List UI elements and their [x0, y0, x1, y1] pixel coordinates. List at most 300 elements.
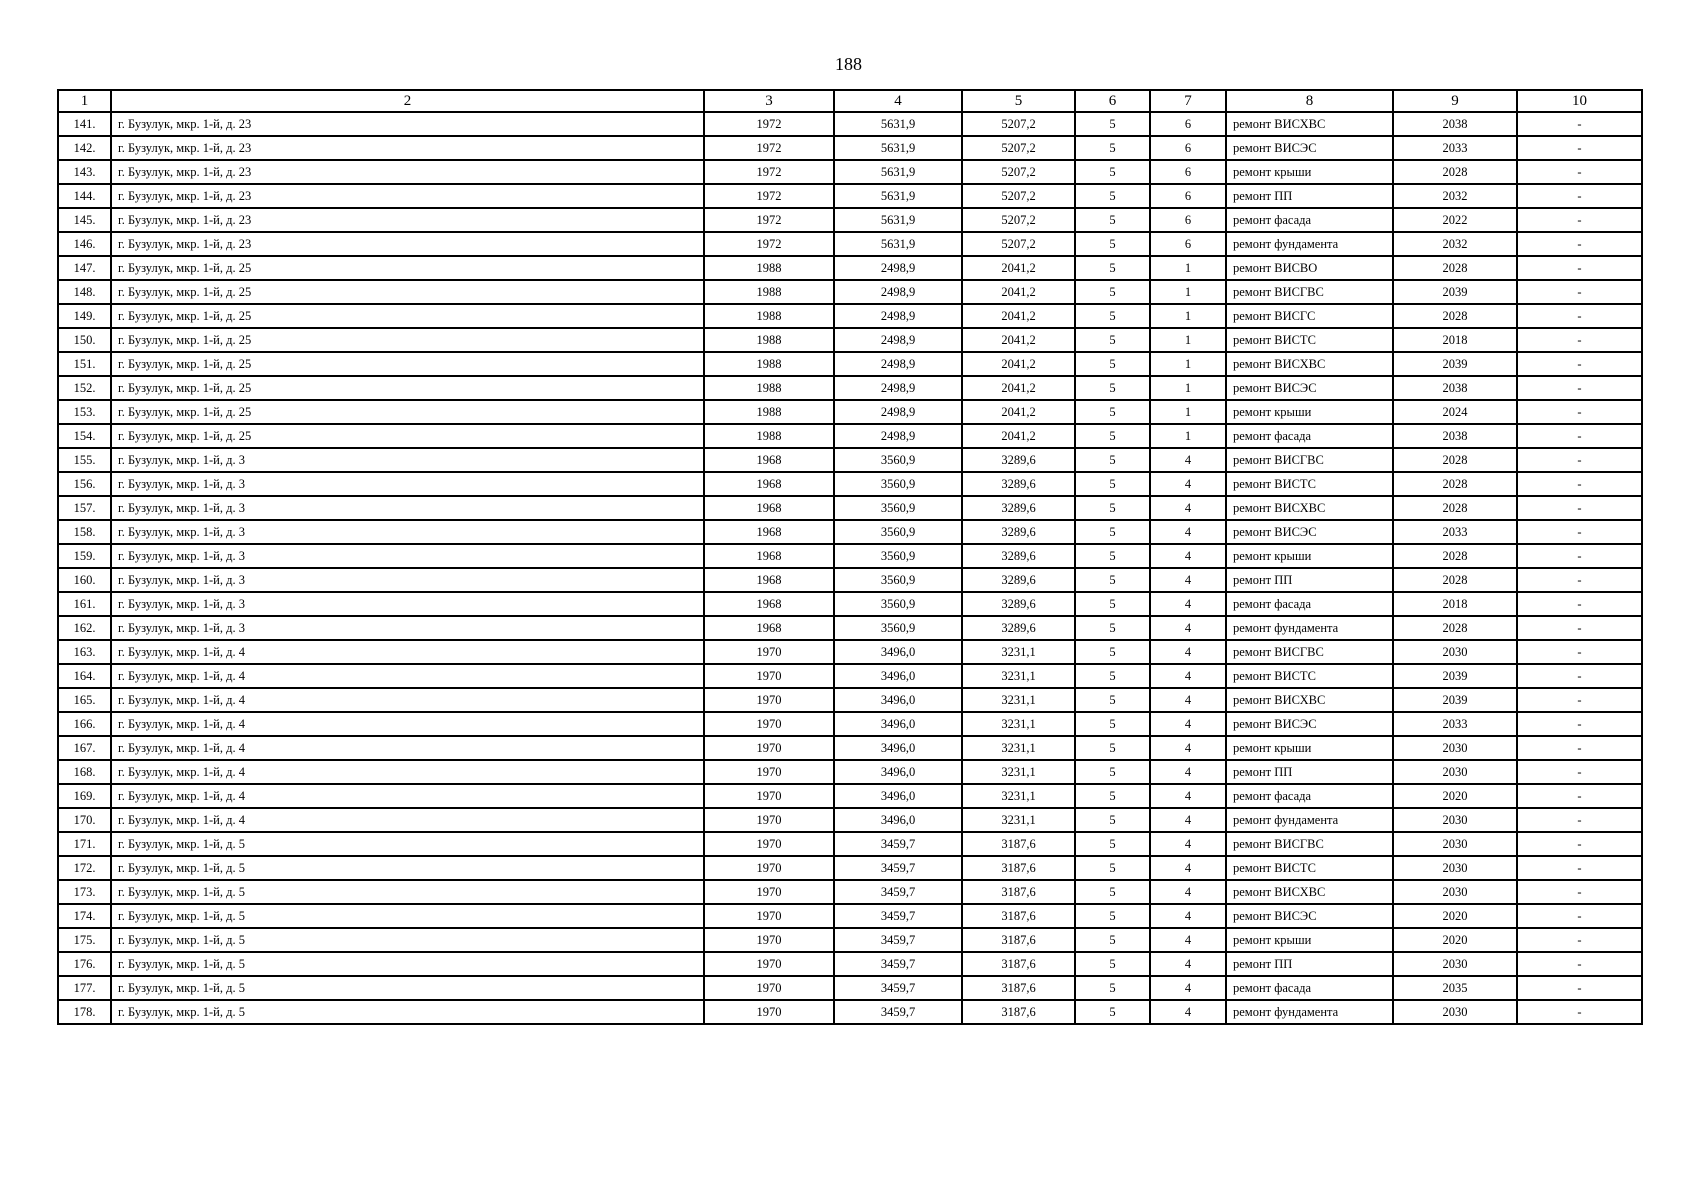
address-cell: г. Бузулук, мкр. 1-й, д. 3 [111, 472, 704, 496]
row-number-cell: 168. [58, 760, 111, 784]
entrances-cell: 4 [1150, 808, 1226, 832]
year-built-cell: 1988 [704, 376, 834, 400]
floors-cell: 5 [1075, 544, 1150, 568]
floors-cell: 5 [1075, 832, 1150, 856]
total-area-cell: 5631,9 [834, 160, 962, 184]
note-cell: - [1517, 520, 1642, 544]
planned-year-cell: 2028 [1393, 568, 1517, 592]
planned-year-cell: 2028 [1393, 448, 1517, 472]
table-row [58, 904, 1642, 928]
table-row [58, 856, 1642, 880]
work-type-cell: ремонт ВИСГС [1226, 304, 1393, 328]
row-number-cell: 149. [58, 304, 111, 328]
work-type-cell: ремонт ВИСЭС [1226, 712, 1393, 736]
total-area-cell: 2498,9 [834, 376, 962, 400]
note-cell: - [1517, 328, 1642, 352]
address-cell: г. Бузулук, мкр. 1-й, д. 23 [111, 184, 704, 208]
table-row [58, 232, 1642, 256]
address-cell: г. Бузулук, мкр. 1-й, д. 5 [111, 856, 704, 880]
planned-year-cell: 2039 [1393, 688, 1517, 712]
work-type-cell: ремонт ПП [1226, 184, 1393, 208]
floors-cell: 5 [1075, 448, 1150, 472]
address-cell: г. Бузулук, мкр. 1-й, д. 3 [111, 496, 704, 520]
address-cell: г. Бузулук, мкр. 1-й, д. 4 [111, 640, 704, 664]
entrances-cell: 4 [1150, 664, 1226, 688]
work-type-cell: ремонт ВИСТС [1226, 328, 1393, 352]
note-cell: - [1517, 256, 1642, 280]
work-type-cell: ремонт ВИСЭС [1226, 376, 1393, 400]
planned-year-cell: 2030 [1393, 856, 1517, 880]
entrances-cell: 4 [1150, 448, 1226, 472]
address-cell: г. Бузулук, мкр. 1-й, д. 25 [111, 424, 704, 448]
living-area-cell: 3187,6 [962, 976, 1075, 1000]
year-built-cell: 1972 [704, 112, 834, 136]
year-built-cell: 1970 [704, 928, 834, 952]
year-built-cell: 1970 [704, 712, 834, 736]
year-built-cell: 1972 [704, 184, 834, 208]
entrances-cell: 4 [1150, 880, 1226, 904]
work-type-cell: ремонт фасада [1226, 208, 1393, 232]
floors-cell: 5 [1075, 328, 1150, 352]
planned-year-cell: 2038 [1393, 112, 1517, 136]
row-number-cell: 158. [58, 520, 111, 544]
year-built-cell: 1972 [704, 160, 834, 184]
table-row [58, 736, 1642, 760]
entrances-cell: 4 [1150, 616, 1226, 640]
total-area-cell: 3459,7 [834, 1000, 962, 1024]
address-cell: г. Бузулук, мкр. 1-й, д. 23 [111, 136, 704, 160]
work-type-cell: ремонт ВИСЭС [1226, 520, 1393, 544]
work-type-cell: ремонт ВИСТС [1226, 664, 1393, 688]
note-cell: - [1517, 736, 1642, 760]
address-cell: г. Бузулук, мкр. 1-й, д. 5 [111, 1000, 704, 1024]
address-cell: г. Бузулук, мкр. 1-й, д. 25 [111, 328, 704, 352]
floors-cell: 5 [1075, 136, 1150, 160]
floors-cell: 5 [1075, 640, 1150, 664]
table-row [58, 880, 1642, 904]
planned-year-cell: 2032 [1393, 232, 1517, 256]
total-area-cell: 3459,7 [834, 832, 962, 856]
column-header-10: 10 [1517, 90, 1642, 112]
column-header-2: 2 [111, 90, 704, 112]
row-number-cell: 173. [58, 880, 111, 904]
year-built-cell: 1972 [704, 232, 834, 256]
row-number-cell: 150. [58, 328, 111, 352]
year-built-cell: 1970 [704, 808, 834, 832]
table-row [58, 592, 1642, 616]
work-type-cell: ремонт фасада [1226, 592, 1393, 616]
note-cell: - [1517, 280, 1642, 304]
entrances-cell: 4 [1150, 544, 1226, 568]
year-built-cell: 1988 [704, 424, 834, 448]
address-cell: г. Бузулук, мкр. 1-й, д. 4 [111, 736, 704, 760]
floors-cell: 5 [1075, 352, 1150, 376]
floors-cell: 5 [1075, 760, 1150, 784]
total-area-cell: 3459,7 [834, 928, 962, 952]
living-area-cell: 3187,6 [962, 880, 1075, 904]
total-area-cell: 3496,0 [834, 784, 962, 808]
planned-year-cell: 2028 [1393, 160, 1517, 184]
floors-cell: 5 [1075, 784, 1150, 808]
table-row [58, 544, 1642, 568]
floors-cell: 5 [1075, 616, 1150, 640]
row-number-cell: 157. [58, 496, 111, 520]
planned-year-cell: 2020 [1393, 784, 1517, 808]
table-row [58, 664, 1642, 688]
page-number: 188 [835, 54, 862, 74]
address-cell: г. Бузулук, мкр. 1-й, д. 25 [111, 280, 704, 304]
column-header-1: 1 [58, 90, 111, 112]
total-area-cell: 5631,9 [834, 208, 962, 232]
planned-year-cell: 2028 [1393, 496, 1517, 520]
planned-year-cell: 2033 [1393, 712, 1517, 736]
planned-year-cell: 2030 [1393, 952, 1517, 976]
total-area-cell: 3459,7 [834, 952, 962, 976]
note-cell: - [1517, 880, 1642, 904]
year-built-cell: 1988 [704, 400, 834, 424]
table-row [58, 184, 1642, 208]
floors-cell: 5 [1075, 256, 1150, 280]
work-type-cell: ремонт ПП [1226, 952, 1393, 976]
table-row [58, 472, 1642, 496]
living-area-cell: 2041,2 [962, 328, 1075, 352]
total-area-cell: 3459,7 [834, 856, 962, 880]
floors-cell: 5 [1075, 1000, 1150, 1024]
table-row [58, 760, 1642, 784]
address-cell: г. Бузулук, мкр. 1-й, д. 3 [111, 568, 704, 592]
year-built-cell: 1972 [704, 136, 834, 160]
table-row [58, 304, 1642, 328]
total-area-cell: 3560,9 [834, 448, 962, 472]
table-row [58, 688, 1642, 712]
work-type-cell: ремонт фундамента [1226, 232, 1393, 256]
row-number-cell: 152. [58, 376, 111, 400]
work-type-cell: ремонт фасада [1226, 424, 1393, 448]
year-built-cell: 1970 [704, 1000, 834, 1024]
year-built-cell: 1968 [704, 544, 834, 568]
planned-year-cell: 2030 [1393, 832, 1517, 856]
year-built-cell: 1988 [704, 304, 834, 328]
planned-year-cell: 2033 [1393, 520, 1517, 544]
living-area-cell: 3187,6 [962, 856, 1075, 880]
table-row [58, 616, 1642, 640]
entrances-cell: 4 [1150, 952, 1226, 976]
floors-cell: 5 [1075, 304, 1150, 328]
work-type-cell: ремонт фасада [1226, 976, 1393, 1000]
entrances-cell: 1 [1150, 400, 1226, 424]
work-type-cell: ремонт фундамента [1226, 808, 1393, 832]
total-area-cell: 3459,7 [834, 976, 962, 1000]
entrances-cell: 4 [1150, 976, 1226, 1000]
address-cell: г. Бузулук, мкр. 1-й, д. 23 [111, 160, 704, 184]
table-row [58, 424, 1642, 448]
row-number-cell: 167. [58, 736, 111, 760]
planned-year-cell: 2030 [1393, 880, 1517, 904]
work-type-cell: ремонт ПП [1226, 760, 1393, 784]
note-cell: - [1517, 928, 1642, 952]
planned-year-cell: 2028 [1393, 616, 1517, 640]
year-built-cell: 1970 [704, 880, 834, 904]
note-cell: - [1517, 544, 1642, 568]
entrances-cell: 4 [1150, 760, 1226, 784]
note-cell: - [1517, 688, 1642, 712]
row-number-cell: 176. [58, 952, 111, 976]
floors-cell: 5 [1075, 880, 1150, 904]
floors-cell: 5 [1075, 400, 1150, 424]
living-area-cell: 3231,1 [962, 712, 1075, 736]
year-built-cell: 1970 [704, 736, 834, 760]
note-cell: - [1517, 400, 1642, 424]
year-built-cell: 1968 [704, 472, 834, 496]
work-type-cell: ремонт крыши [1226, 544, 1393, 568]
note-cell: - [1517, 904, 1642, 928]
planned-year-cell: 2032 [1393, 184, 1517, 208]
row-number-cell: 164. [58, 664, 111, 688]
note-cell: - [1517, 760, 1642, 784]
table-row [58, 400, 1642, 424]
address-cell: г. Бузулук, мкр. 1-й, д. 5 [111, 976, 704, 1000]
floors-cell: 5 [1075, 712, 1150, 736]
table-row [58, 952, 1642, 976]
work-type-cell: ремонт фундамента [1226, 616, 1393, 640]
total-area-cell: 2498,9 [834, 424, 962, 448]
column-header-7: 7 [1150, 90, 1226, 112]
address-cell: г. Бузулук, мкр. 1-й, д. 3 [111, 520, 704, 544]
row-number-cell: 155. [58, 448, 111, 472]
note-cell: - [1517, 184, 1642, 208]
floors-cell: 5 [1075, 736, 1150, 760]
entrances-cell: 4 [1150, 712, 1226, 736]
entrances-cell: 6 [1150, 136, 1226, 160]
note-cell: - [1517, 856, 1642, 880]
entrances-cell: 1 [1150, 376, 1226, 400]
table-row [58, 712, 1642, 736]
total-area-cell: 3459,7 [834, 904, 962, 928]
table-row [58, 976, 1642, 1000]
planned-year-cell: 2030 [1393, 760, 1517, 784]
note-cell: - [1517, 160, 1642, 184]
entrances-cell: 1 [1150, 256, 1226, 280]
work-type-cell: ремонт ВИСГВС [1226, 832, 1393, 856]
planned-year-cell: 2028 [1393, 472, 1517, 496]
living-area-cell: 3231,1 [962, 808, 1075, 832]
floors-cell: 5 [1075, 856, 1150, 880]
table-row [58, 352, 1642, 376]
floors-cell: 5 [1075, 952, 1150, 976]
note-cell: - [1517, 784, 1642, 808]
entrances-cell: 4 [1150, 640, 1226, 664]
entrances-cell: 1 [1150, 280, 1226, 304]
entrances-cell: 1 [1150, 304, 1226, 328]
entrances-cell: 4 [1150, 784, 1226, 808]
note-cell: - [1517, 976, 1642, 1000]
address-cell: г. Бузулук, мкр. 1-й, д. 4 [111, 760, 704, 784]
year-built-cell: 1970 [704, 760, 834, 784]
entrances-cell: 1 [1150, 328, 1226, 352]
note-cell: - [1517, 664, 1642, 688]
work-type-cell: ремонт ВИСХВС [1226, 880, 1393, 904]
row-number-cell: 171. [58, 832, 111, 856]
table-row [58, 1000, 1642, 1024]
work-type-cell: ремонт ВИСГВС [1226, 640, 1393, 664]
floors-cell: 5 [1075, 568, 1150, 592]
entrances-cell: 4 [1150, 592, 1226, 616]
address-cell: г. Бузулук, мкр. 1-й, д. 23 [111, 208, 704, 232]
row-number-cell: 141. [58, 112, 111, 136]
total-area-cell: 2498,9 [834, 328, 962, 352]
work-type-cell: ремонт фундамента [1226, 1000, 1393, 1024]
living-area-cell: 5207,2 [962, 208, 1075, 232]
work-type-cell: ремонт ВИСХВС [1226, 352, 1393, 376]
entrances-cell: 4 [1150, 928, 1226, 952]
planned-year-cell: 2024 [1393, 400, 1517, 424]
year-built-cell: 1970 [704, 688, 834, 712]
living-area-cell: 3231,1 [962, 736, 1075, 760]
planned-year-cell: 2030 [1393, 640, 1517, 664]
table-row [58, 448, 1642, 472]
floors-cell: 5 [1075, 976, 1150, 1000]
note-cell: - [1517, 952, 1642, 976]
note-cell: - [1517, 208, 1642, 232]
note-cell: - [1517, 376, 1642, 400]
row-number-cell: 165. [58, 688, 111, 712]
work-type-cell: ремонт ВИСТС [1226, 472, 1393, 496]
floors-cell: 5 [1075, 688, 1150, 712]
entrances-cell: 4 [1150, 832, 1226, 856]
entrances-cell: 4 [1150, 1000, 1226, 1024]
floors-cell: 5 [1075, 424, 1150, 448]
total-area-cell: 3560,9 [834, 568, 962, 592]
floors-cell: 5 [1075, 112, 1150, 136]
note-cell: - [1517, 832, 1642, 856]
column-header-9: 9 [1393, 90, 1517, 112]
work-type-cell: ремонт ВИСВО [1226, 256, 1393, 280]
row-number-cell: 143. [58, 160, 111, 184]
year-built-cell: 1968 [704, 520, 834, 544]
table-row [58, 496, 1642, 520]
work-type-cell: ремонт ПП [1226, 568, 1393, 592]
planned-year-cell: 2028 [1393, 304, 1517, 328]
table-body [58, 112, 1642, 1024]
floors-cell: 5 [1075, 160, 1150, 184]
entrances-cell: 4 [1150, 688, 1226, 712]
work-type-cell: ремонт ВИСГВС [1226, 280, 1393, 304]
table-header-row [58, 90, 1642, 112]
row-number-cell: 160. [58, 568, 111, 592]
year-built-cell: 1988 [704, 352, 834, 376]
year-built-cell: 1970 [704, 976, 834, 1000]
address-cell: г. Бузулук, мкр. 1-й, д. 5 [111, 952, 704, 976]
living-area-cell: 3187,6 [962, 832, 1075, 856]
note-cell: - [1517, 616, 1642, 640]
table-row [58, 280, 1642, 304]
living-area-cell: 2041,2 [962, 280, 1075, 304]
note-cell: - [1517, 496, 1642, 520]
address-cell: г. Бузулук, мкр. 1-й, д. 25 [111, 304, 704, 328]
address-cell: г. Бузулук, мкр. 1-й, д. 4 [111, 664, 704, 688]
table-row [58, 208, 1642, 232]
total-area-cell: 3560,9 [834, 544, 962, 568]
address-cell: г. Бузулук, мкр. 1-й, д. 25 [111, 376, 704, 400]
total-area-cell: 5631,9 [834, 112, 962, 136]
total-area-cell: 3496,0 [834, 640, 962, 664]
total-area-cell: 2498,9 [834, 256, 962, 280]
living-area-cell: 2041,2 [962, 304, 1075, 328]
entrances-cell: 4 [1150, 520, 1226, 544]
living-area-cell: 2041,2 [962, 256, 1075, 280]
year-built-cell: 1970 [704, 856, 834, 880]
row-number-cell: 156. [58, 472, 111, 496]
entrances-cell: 4 [1150, 904, 1226, 928]
entrances-cell: 4 [1150, 496, 1226, 520]
note-cell: - [1517, 568, 1642, 592]
total-area-cell: 3496,0 [834, 808, 962, 832]
living-area-cell: 3289,6 [962, 496, 1075, 520]
row-number-cell: 161. [58, 592, 111, 616]
row-number-cell: 162. [58, 616, 111, 640]
entrances-cell: 4 [1150, 856, 1226, 880]
living-area-cell: 3231,1 [962, 784, 1075, 808]
row-number-cell: 146. [58, 232, 111, 256]
note-cell: - [1517, 424, 1642, 448]
planned-year-cell: 2039 [1393, 352, 1517, 376]
table-row [58, 640, 1642, 664]
living-area-cell: 3231,1 [962, 688, 1075, 712]
floors-cell: 5 [1075, 232, 1150, 256]
work-type-cell: ремонт крыши [1226, 736, 1393, 760]
row-number-cell: 142. [58, 136, 111, 160]
row-number-cell: 151. [58, 352, 111, 376]
work-type-cell: ремонт ВИСХВС [1226, 496, 1393, 520]
total-area-cell: 3496,0 [834, 688, 962, 712]
living-area-cell: 5207,2 [962, 136, 1075, 160]
work-type-cell: ремонт ВИСХВС [1226, 112, 1393, 136]
work-type-cell: ремонт крыши [1226, 400, 1393, 424]
planned-year-cell: 2030 [1393, 736, 1517, 760]
entrances-cell: 4 [1150, 736, 1226, 760]
work-type-cell: ремонт ВИСЭС [1226, 136, 1393, 160]
row-number-cell: 174. [58, 904, 111, 928]
table-row [58, 256, 1642, 280]
column-header-8: 8 [1226, 90, 1393, 112]
planned-year-cell: 2018 [1393, 592, 1517, 616]
year-built-cell: 1968 [704, 568, 834, 592]
planned-year-cell: 2039 [1393, 664, 1517, 688]
row-number-cell: 147. [58, 256, 111, 280]
floors-cell: 5 [1075, 496, 1150, 520]
living-area-cell: 5207,2 [962, 184, 1075, 208]
work-type-cell: ремонт фасада [1226, 784, 1393, 808]
address-cell: г. Бузулук, мкр. 1-й, д. 23 [111, 232, 704, 256]
row-number-cell: 177. [58, 976, 111, 1000]
living-area-cell: 3289,6 [962, 616, 1075, 640]
row-number-cell: 169. [58, 784, 111, 808]
total-area-cell: 3496,0 [834, 760, 962, 784]
living-area-cell: 3289,6 [962, 472, 1075, 496]
planned-year-cell: 2030 [1393, 1000, 1517, 1024]
note-cell: - [1517, 232, 1642, 256]
note-cell: - [1517, 592, 1642, 616]
planned-year-cell: 2028 [1393, 544, 1517, 568]
planned-year-cell: 2020 [1393, 904, 1517, 928]
row-number-cell: 178. [58, 1000, 111, 1024]
living-area-cell: 3289,6 [962, 520, 1075, 544]
total-area-cell: 3496,0 [834, 736, 962, 760]
entrances-cell: 1 [1150, 352, 1226, 376]
year-built-cell: 1988 [704, 328, 834, 352]
floors-cell: 5 [1075, 904, 1150, 928]
address-cell: г. Бузулук, мкр. 1-й, д. 4 [111, 784, 704, 808]
